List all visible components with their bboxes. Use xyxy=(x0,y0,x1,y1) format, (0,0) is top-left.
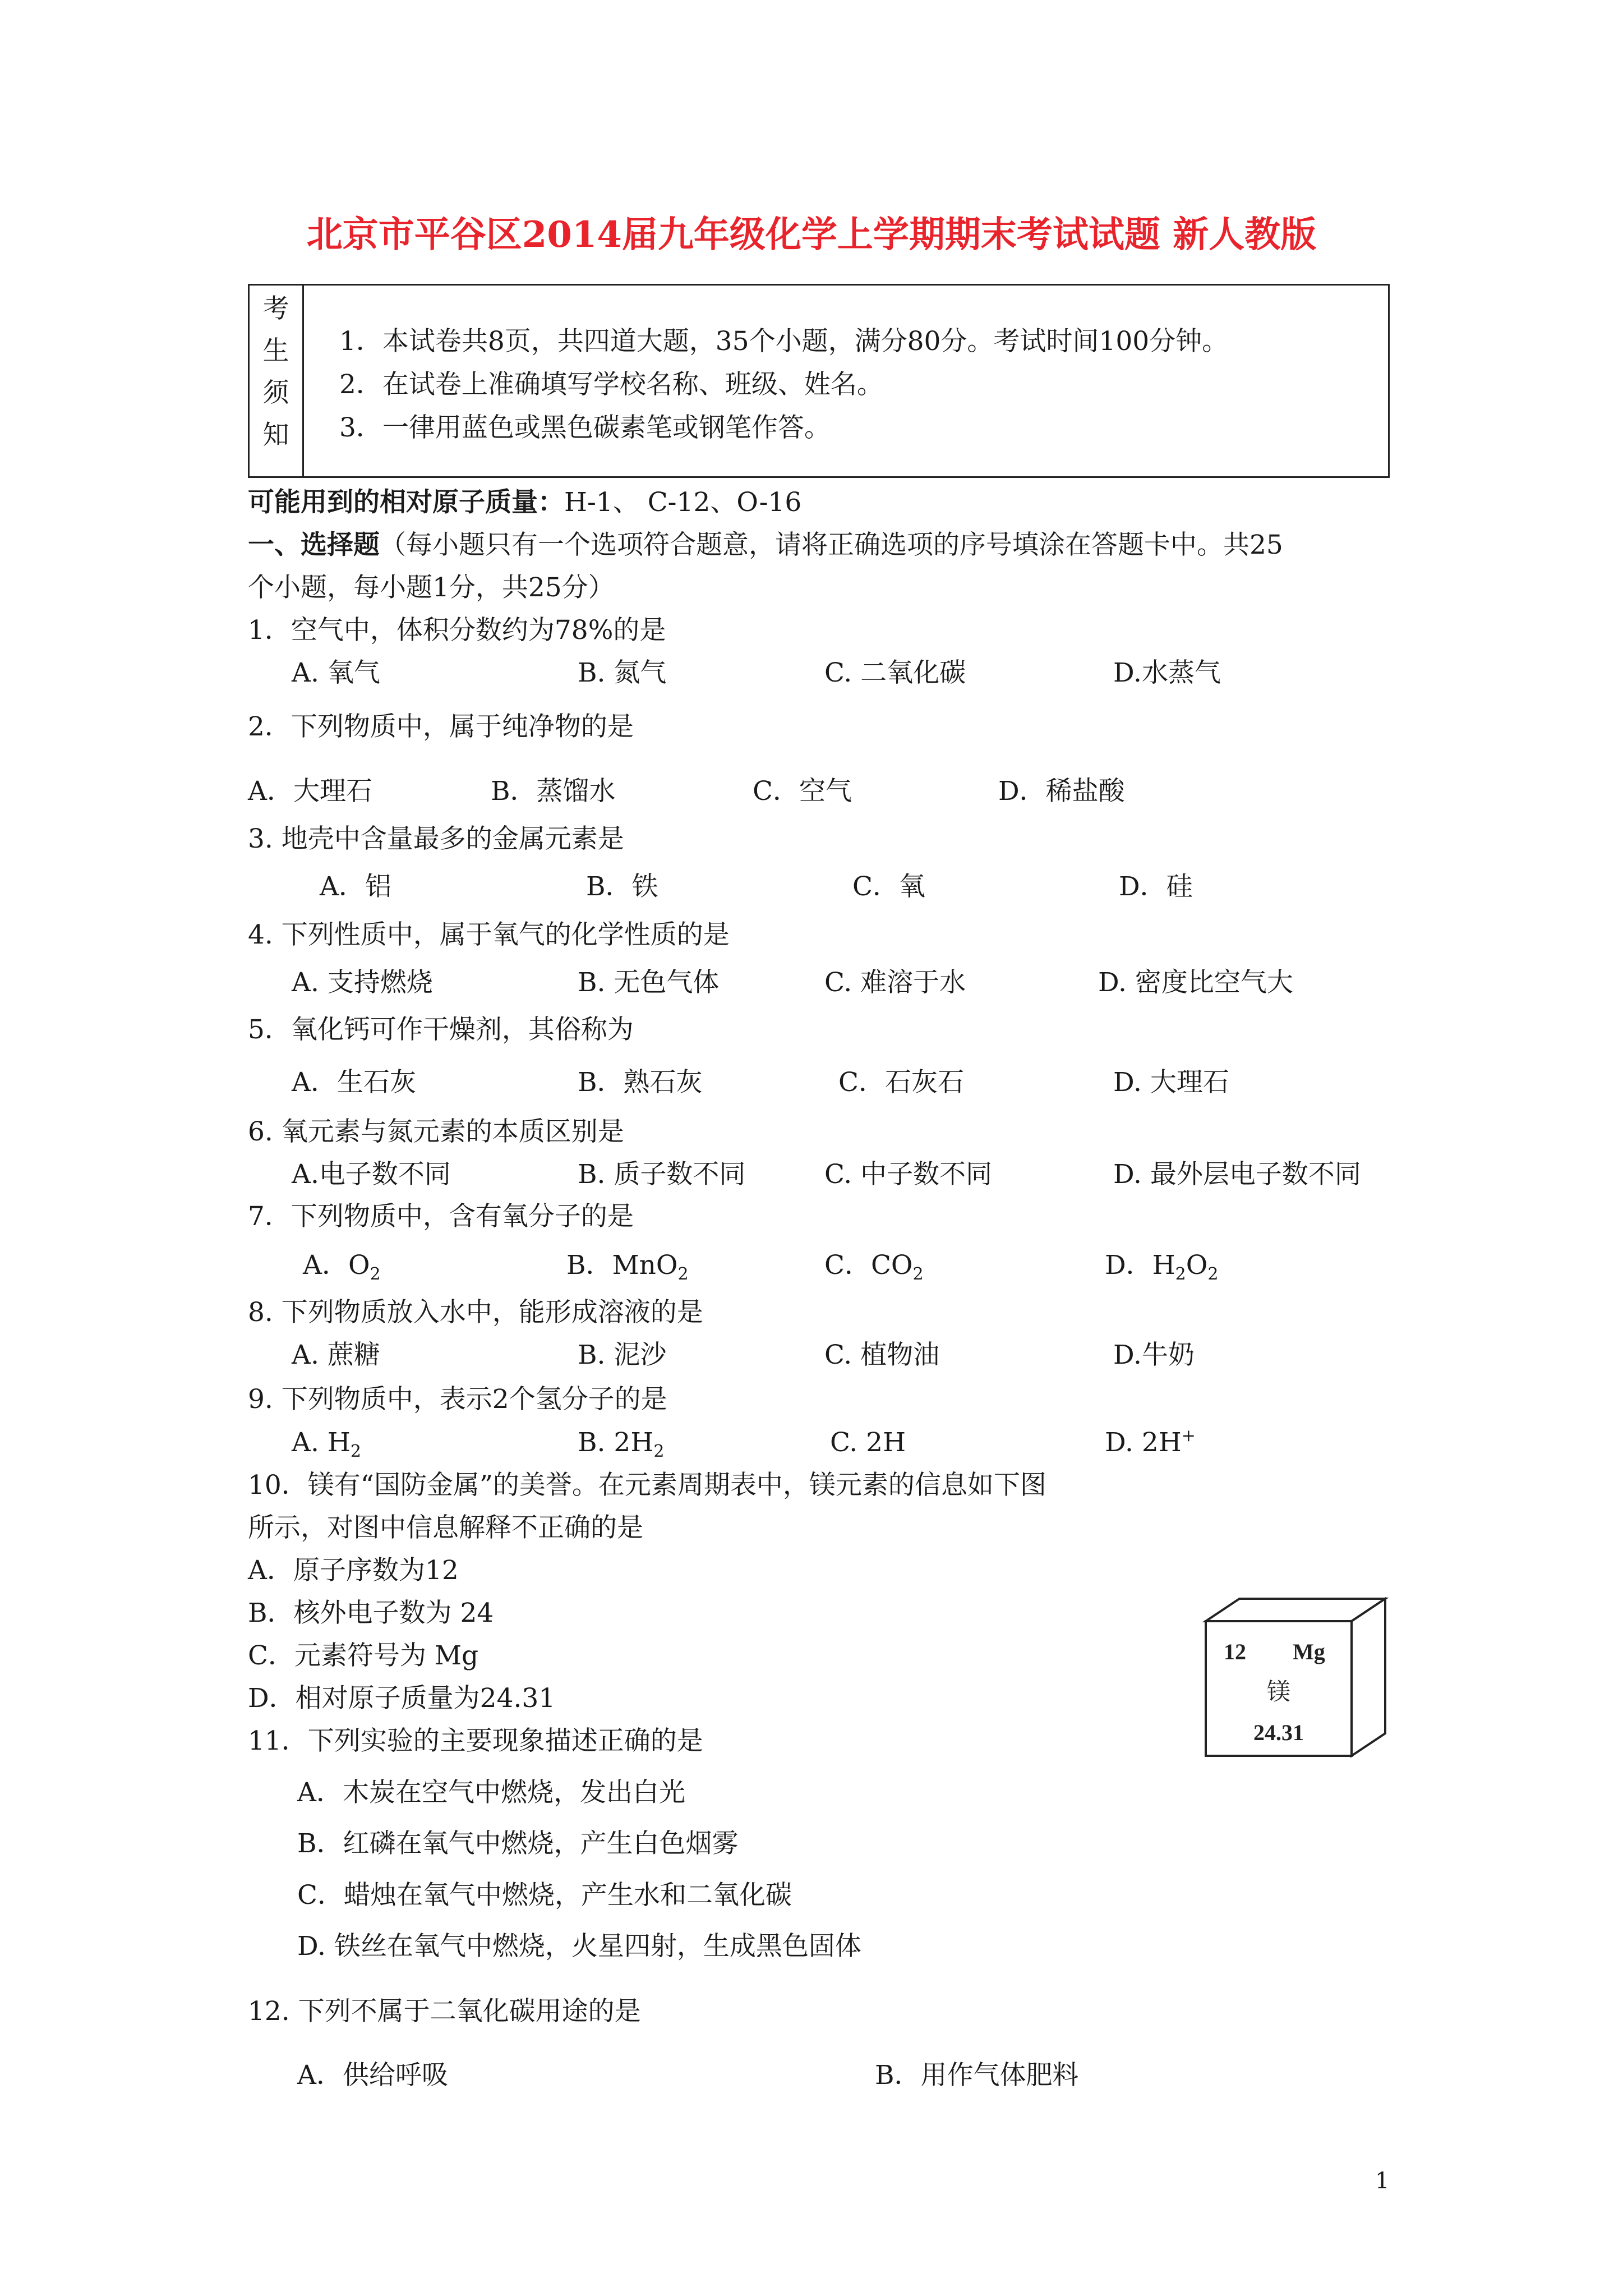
question-2-option-a: A．大理石 xyxy=(248,776,372,807)
formula-text: C．CO xyxy=(824,1250,913,1281)
question-6-option-c: C. 中子数不同 xyxy=(824,1159,993,1190)
card-side-face xyxy=(1352,1599,1385,1756)
section-1-header xyxy=(248,532,1283,558)
question-4-stem: 4. 下列性质中，属于氧气的化学性质的是 xyxy=(248,919,730,950)
atomic-mass-label: 可能用到的相对原子质量： xyxy=(248,487,564,518)
question-12-option-a: A．供给呼吸 xyxy=(297,2060,448,2091)
formula-text: A. H xyxy=(292,1427,351,1458)
section-1-instructions: （每小题只有一个选项符合题意，请将正确选项的序号填涂在答题卡中。共25 xyxy=(380,530,1283,560)
question-11-stem: 11．下列实验的主要现象描述正确的是 xyxy=(248,1726,703,1756)
page-number: 1 xyxy=(1375,2168,1390,2194)
notice-side-char: 生 xyxy=(262,335,289,366)
question-8-stem: 8. 下列物质放入水中，能形成溶液的是 xyxy=(248,1297,703,1328)
question-8-option-d: D.牛奶 xyxy=(1113,1340,1195,1370)
question-3-text: . 地壳中含量最多的金属元素是 xyxy=(264,823,624,854)
question-7-option-b xyxy=(566,1250,689,1284)
question-9-option-c: C. 2H xyxy=(830,1427,906,1458)
question-11-option-b: B．红磷在氧气中燃烧，产生白色烟雾 xyxy=(297,1828,739,1859)
card-symbol: Mg xyxy=(1293,1639,1325,1664)
question-8-option-a: A. 蔗糖 xyxy=(292,1340,380,1370)
formula-subscript: 2 xyxy=(350,1442,361,1461)
question-3-option-b: B．铁 xyxy=(586,871,658,902)
formula-text: D. 2H xyxy=(1105,1427,1182,1458)
question-9-option-d xyxy=(1105,1426,1196,1458)
notice-line-2: 2．在试卷上准确填写学校名称、班级、姓名。 xyxy=(339,369,883,400)
formula-text: O xyxy=(1186,1250,1208,1281)
formula-subscript: 2 xyxy=(370,1264,381,1284)
question-5-option-a: A．生石灰 xyxy=(292,1067,416,1098)
formula-subscript: 2 xyxy=(1207,1264,1219,1284)
question-2-option-d: D．稀盐酸 xyxy=(998,776,1125,807)
question-11-option-d xyxy=(297,1931,861,1962)
atomic-mass-values: H-1、 C-12、O-16 xyxy=(564,487,802,518)
notice-line-3: 3．一律用蓝色或黑色碳素笔或钢笔作答。 xyxy=(339,412,831,443)
section-1-instructions-cont: 个小题，每小题1分，共25分） xyxy=(248,572,615,603)
question-12-stem: 12. 下列不属于二氧化碳用途的是 xyxy=(248,1996,641,2027)
question-6-stem: 6. 氧元素与氮元素的本质区别是 xyxy=(248,1116,624,1147)
question-3-option-a: A．铝 xyxy=(320,871,391,902)
question-9-option-a xyxy=(292,1427,361,1461)
question-1-option-a: A. 氧气 xyxy=(292,657,380,688)
card-element-name: 镁 xyxy=(1266,1678,1291,1705)
question-10-stem-line-1: 10．镁有“国防金属”的美誉。在元素周期表中，镁元素的信息如下图 xyxy=(248,1470,1046,1501)
formula-text: B．MnO xyxy=(566,1250,678,1281)
notice-divider xyxy=(302,286,304,476)
notice-side-char: 须 xyxy=(262,378,289,408)
page-title: 北京市平谷区2014届九年级化学上学期期末考试试题 新人教版 xyxy=(306,214,1317,256)
question-11-option-a: A．木炭在空气中燃烧，发出白光 xyxy=(297,1777,685,1808)
magnesium-element-card xyxy=(1200,1593,1391,1767)
question-3-number: 3 xyxy=(248,823,265,854)
question-8-option-c: C. 植物油 xyxy=(824,1340,940,1370)
option-text: . 铁丝在氧气中燃烧，火星四射，生成黑色固体 xyxy=(317,1931,861,1962)
formula-text: B. 2H xyxy=(578,1427,654,1458)
question-2-option-c: C．空气 xyxy=(753,776,852,807)
question-4-option-a: A. 支持燃烧 xyxy=(292,967,433,998)
question-4-option-c: C. 难溶于水 xyxy=(824,967,966,998)
formula-subscript: 2 xyxy=(653,1442,665,1461)
notice-line-1: 1．本试卷共8页，共四道大题，35个小题，满分80分。考试时间100分钟。 xyxy=(339,326,1229,357)
option-letter: D xyxy=(297,1931,318,1962)
question-10-option-d: D．相对原子质量为24.31 xyxy=(248,1683,556,1714)
question-5-option-d: D. 大理石 xyxy=(1113,1067,1229,1098)
question-7-option-a xyxy=(303,1250,381,1284)
question-10-option-b: B．核外电子数为 24 xyxy=(248,1598,494,1628)
question-3-option-d: D．硅 xyxy=(1119,871,1193,902)
question-6-option-a: A.电子数不同 xyxy=(292,1159,451,1190)
question-10-option-a: A．原子序数为12 xyxy=(248,1555,459,1586)
question-5-option-b: B．熟石灰 xyxy=(578,1067,703,1098)
formula-text: D．H xyxy=(1105,1250,1175,1281)
formula-subscript: 2 xyxy=(1175,1264,1186,1284)
notice-box xyxy=(248,284,1390,478)
question-6-option-d: D. 最外层电子数不同 xyxy=(1113,1159,1361,1190)
question-4-option-b: B. 无色气体 xyxy=(578,967,720,998)
question-5-option-c: C．石灰石 xyxy=(838,1067,964,1098)
question-7-option-d xyxy=(1105,1250,1219,1284)
question-3-stem xyxy=(248,823,624,854)
question-7-option-c xyxy=(824,1250,924,1284)
question-3-option-c: C．氧 xyxy=(852,871,925,902)
formula-superscript: + xyxy=(1181,1426,1196,1446)
question-1-option-b: B. 氮气 xyxy=(578,657,667,688)
atomic-mass-line xyxy=(248,489,801,516)
card-atomic-number: 12 xyxy=(1224,1639,1246,1664)
question-9-option-b xyxy=(578,1427,665,1461)
question-2-stem: 2．下列物质中，属于纯净物的是 xyxy=(248,711,634,742)
question-6-option-b: B. 质子数不同 xyxy=(578,1159,746,1190)
question-11-option-c: C．蜡烛在氧气中燃烧，产生水和二氧化碳 xyxy=(297,1880,792,1911)
notice-side-char: 考 xyxy=(262,293,289,324)
question-9-stem: 9. 下列物质中，表示2个氢分子的是 xyxy=(248,1384,667,1415)
formula-subscript: 2 xyxy=(912,1264,924,1284)
card-atomic-mass: 24.31 xyxy=(1253,1720,1304,1745)
formula-subscript: 2 xyxy=(677,1264,689,1284)
question-7-stem: 7．下列物质中，含有氧分子的是 xyxy=(248,1201,634,1232)
formula-text: A．O xyxy=(303,1250,370,1281)
question-12-option-b: B．用作气体肥料 xyxy=(875,2060,1079,2091)
question-1-option-d: D.水蒸气 xyxy=(1113,657,1221,688)
question-10-stem-line-2: 所示，对图中信息解释不正确的是 xyxy=(248,1512,643,1543)
notice-side-char: 知 xyxy=(262,420,289,450)
question-8-option-b: B. 泥沙 xyxy=(578,1340,667,1370)
question-4-option-d: D. 密度比空气大 xyxy=(1098,967,1293,998)
question-1-stem: 1．空气中，体积分数约为78%的是 xyxy=(248,615,666,646)
question-10-option-c: C．元素符号为 Mg xyxy=(248,1640,479,1671)
section-1-heading: 一、选择题 xyxy=(248,530,380,560)
question-2-option-b: B．蒸馏水 xyxy=(491,776,616,807)
question-5-stem: 5．氧化钙可作干燥剂，其俗称为 xyxy=(248,1014,634,1045)
question-1-option-c: C. 二氧化碳 xyxy=(824,657,966,688)
